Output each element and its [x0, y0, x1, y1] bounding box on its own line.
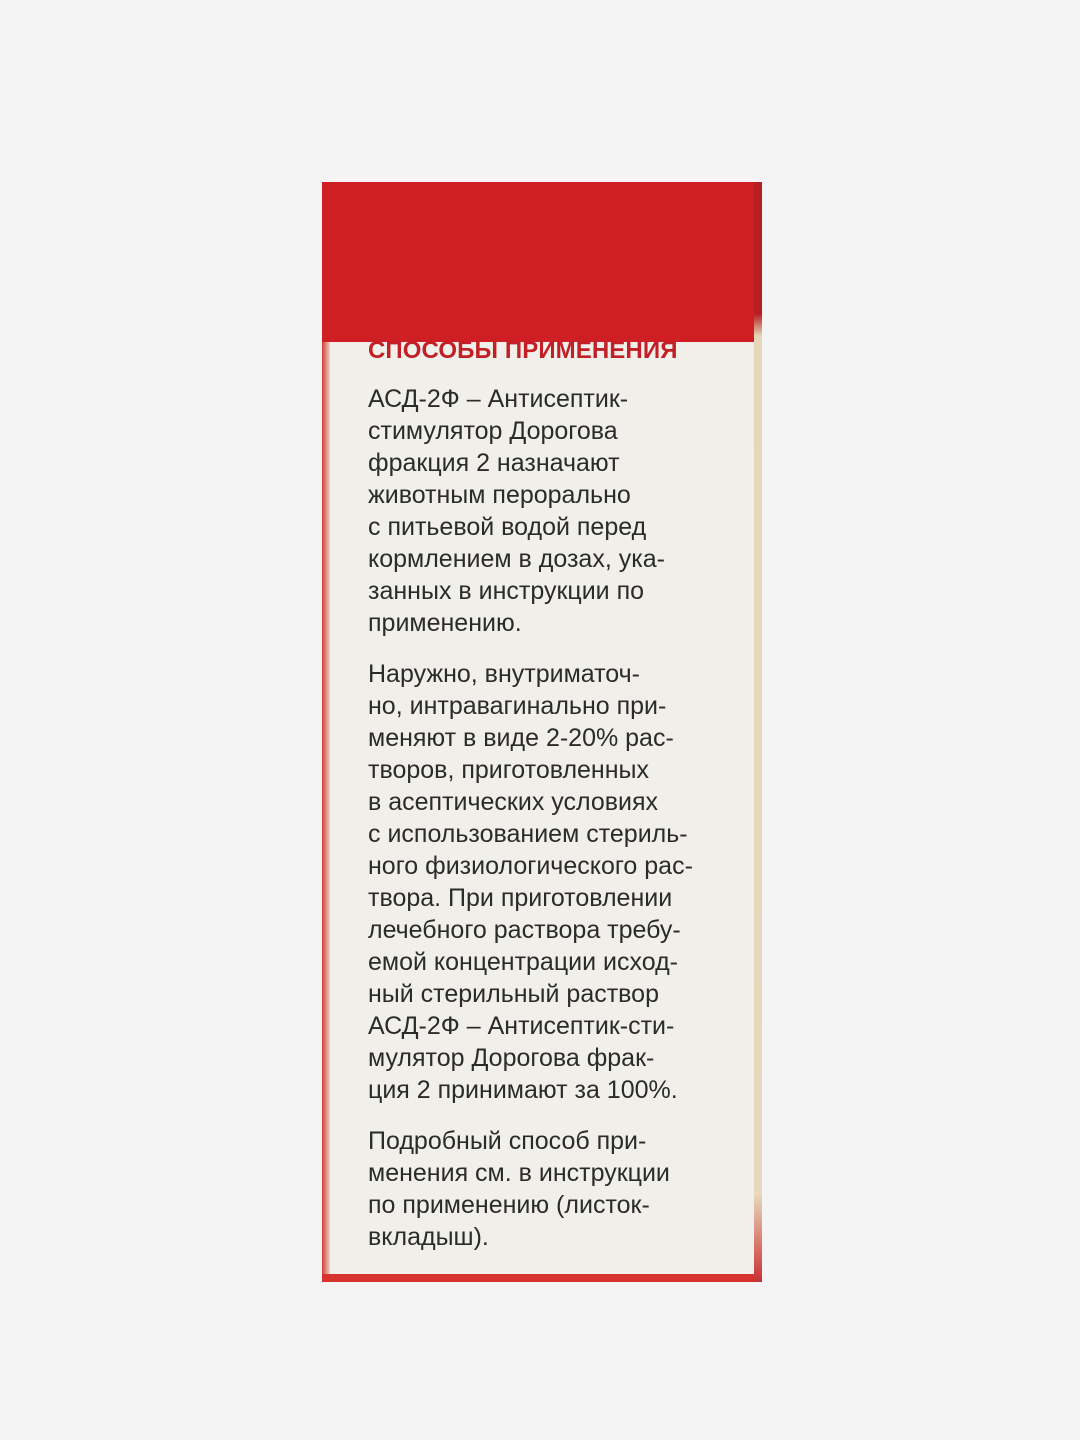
text-line: применению. [368, 609, 522, 637]
text-line: ция 2 принимают за 100%. [368, 1076, 678, 1104]
paragraph-2 [368, 658, 716, 1106]
text-line: фракция 2 назначают [368, 449, 620, 477]
text-line: менения см. в инструкции [368, 1159, 670, 1187]
text-line: Наружно, внутриматоч- [368, 660, 641, 688]
text-line: по применению (листок- [368, 1191, 650, 1219]
text-line: АСД-2Ф – Антисептик-сти- [368, 1012, 675, 1040]
text-line: с питьевой водой перед [368, 513, 647, 541]
text-line: но, интравагинально при- [368, 692, 667, 720]
text-line: мулятор Дорогова фрак- [368, 1044, 655, 1072]
text-line: твора. При приготовлении [368, 884, 673, 912]
text-line: меняют в виде 2-20% рас- [368, 724, 674, 752]
text-line: АСД-2Ф – Антисептик- [368, 385, 629, 413]
box-front-face [322, 182, 754, 1282]
box-right-side [754, 182, 762, 1282]
box-bottom-edge [322, 1274, 754, 1282]
text-line: стимулятор Дорогова [368, 417, 618, 445]
section-heading: СПОСОБЫ ПРИМЕНЕНИЯ [368, 337, 678, 364]
paragraph-1 [368, 383, 716, 639]
text-line: с использованием стериль- [368, 820, 688, 848]
red-top-band [322, 182, 754, 342]
text-line: творов, приготовленных [368, 756, 650, 784]
text-line: в асептических условиях [368, 788, 659, 816]
text-line: Подробный способ при- [368, 1127, 647, 1155]
usage-text-block [368, 336, 716, 1272]
text-line: кормлением в дозах, ука- [368, 545, 665, 573]
box-left-edge [322, 342, 330, 1282]
text-line: животным перорально [368, 481, 631, 509]
text-line: емой концентрации исход- [368, 948, 678, 976]
paragraph-3 [368, 1125, 716, 1253]
text-line: лечебного раствора требу- [368, 916, 681, 944]
text-line: ного физиологического рас- [368, 852, 693, 880]
text-line: занных в инструкции по [368, 577, 645, 605]
text-line: вкладыш). [368, 1223, 489, 1251]
medicine-box [322, 182, 762, 1282]
text-line: ный стерильный раствор [368, 980, 659, 1008]
